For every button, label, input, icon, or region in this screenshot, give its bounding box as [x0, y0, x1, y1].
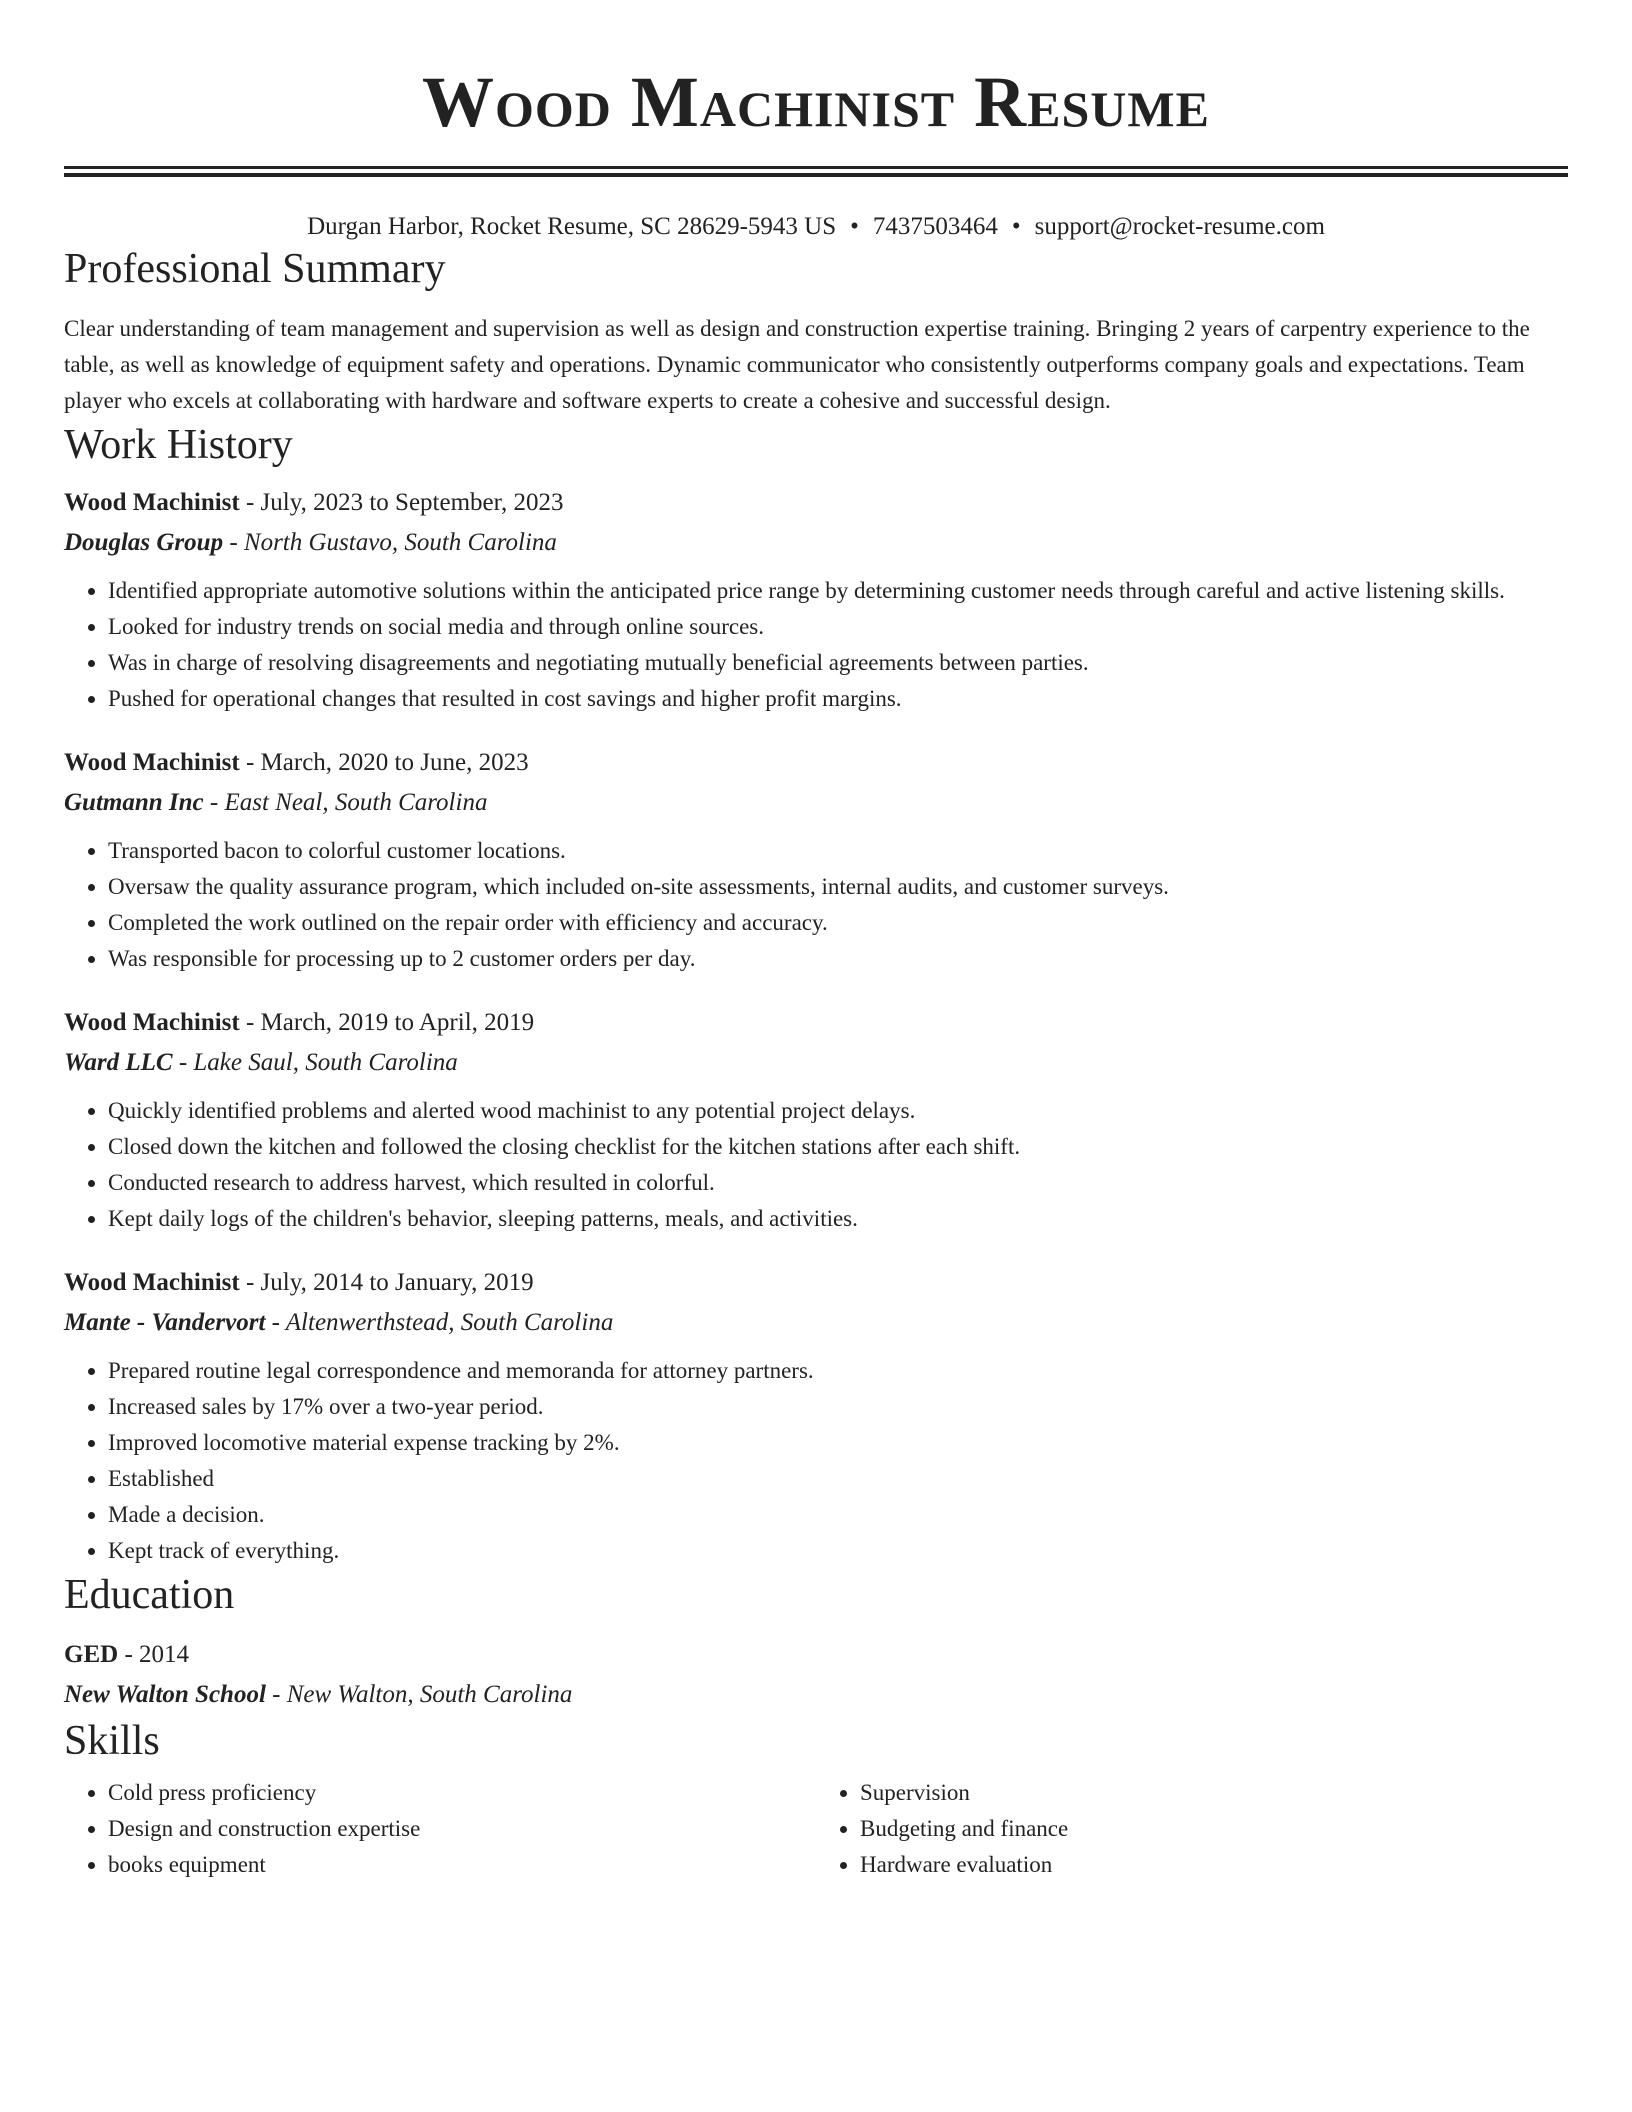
skills-column-left	[64, 1775, 816, 1883]
resume-title: Wood Machinist Resume	[422, 62, 1210, 142]
job-bullet: • Completed the work outlined on the repair order with efficiency and accuracy.	[108, 905, 1568, 941]
job-bullet: • Transported bacon to colorful customer locations.	[108, 833, 1568, 869]
job-bullet: • Looked for industry trends on social media and through online sources.	[108, 609, 1568, 645]
contact-email: support@rocket-resume.com	[1034, 213, 1325, 240]
job-bullet: • Identified appropriate automotive solutions within the anticipated price range by determining customer needs through careful and active listening skills.	[108, 573, 1568, 609]
job-bullet: • Established	[108, 1461, 1568, 1497]
job-bullets	[64, 833, 1568, 977]
job-bullet: • Improved locomotive material expense tracking by 2%.	[108, 1425, 1568, 1461]
work-history-heading: Work History	[64, 422, 293, 468]
job-title-line	[64, 1003, 1568, 1043]
job-bullets	[64, 1093, 1568, 1237]
job-bullets	[64, 1353, 1568, 1569]
summary-heading: Professional Summary	[64, 246, 446, 292]
job-title: Wood Machinist	[64, 1009, 240, 1036]
degree-line	[64, 1635, 1568, 1675]
job-bullet: • Increased sales by 17% over a two-year period.	[108, 1389, 1568, 1425]
skill-item: • Cold press proficiency	[108, 1775, 816, 1811]
company-line	[64, 1043, 1568, 1083]
contact-phone: 7437503464	[872, 213, 998, 240]
education-entry	[64, 1635, 1568, 1715]
contact-line	[64, 211, 1568, 243]
job-bullet: • Kept track of everything.	[108, 1533, 1568, 1569]
summary-text: Clear understanding of team management and supervision as well as design and construction expertise training. Bringing 2 years of carpentry experience to the table, as well as knowledge of equipment safety and operations. Dynamic communicator who consistently outperforms company goals and expectations. Team player who excels at collaborating with hardware and software experts to create a cohesive and successful design.	[64, 316, 1530, 413]
skill-item: • Budgeting and finance	[860, 1811, 1568, 1847]
job-title-line	[64, 1263, 1568, 1303]
job-entry	[64, 1263, 1568, 1569]
company-line	[64, 523, 1568, 563]
school-name: New Walton School	[64, 1681, 266, 1708]
job-bullet: • Closed down the kitchen and followed the closing checklist for the kitchen stations after each shift.	[108, 1129, 1568, 1165]
skills-heading: Skills	[64, 1718, 160, 1764]
contact-address: Durgan Harbor, Rocket Resume, SC 28629-5943 US	[307, 213, 837, 240]
company-location: - East Neal, South Carolina	[203, 789, 488, 816]
job-bullet: • Made a decision.	[108, 1497, 1568, 1533]
job-entry	[64, 743, 1568, 977]
resume-page	[64, 0, 1568, 1883]
job-title: Wood Machinist	[64, 1269, 240, 1296]
company-line	[64, 1303, 1568, 1343]
job-bullet: • Prepared routine legal correspondence and memoranda for attorney partners.	[108, 1353, 1568, 1389]
skill-item: • Hardware evaluation	[860, 1847, 1568, 1883]
job-bullet: • Quickly identified problems and alerted wood machinist to any potential project delays.	[108, 1093, 1568, 1129]
skill-item: • Supervision	[860, 1775, 1568, 1811]
job-dates: - July, 2014 to January, 2019	[239, 1269, 534, 1296]
job-dates: - March, 2020 to June, 2023	[239, 749, 529, 776]
job-dates: - March, 2019 to April, 2019	[239, 1009, 535, 1036]
skills-column-right	[816, 1775, 1568, 1883]
job-entry	[64, 483, 1568, 717]
job-bullet: • Was responsible for processing up to 2 customer orders per day.	[108, 941, 1568, 977]
job-title: Wood Machinist	[64, 489, 240, 516]
company-line	[64, 783, 1568, 823]
education-heading: Education	[64, 1572, 235, 1618]
job-bullets	[64, 573, 1568, 717]
company-name: Gutmann Inc	[64, 789, 204, 816]
job-bullet: • Oversaw the quality assurance program, which included on-site assessments, internal audits, and customer surveys.	[108, 869, 1568, 905]
company-location: - North Gustavo, South Carolina	[223, 529, 557, 556]
job-title-line	[64, 483, 1568, 523]
company-location: - Lake Saul, South Carolina	[172, 1049, 458, 1076]
company-location: - Altenwerthstead, South Carolina	[265, 1309, 614, 1336]
title-double-rule	[64, 166, 1568, 177]
contact-separator: •	[850, 213, 859, 240]
school-location: - New Walton, South Carolina	[265, 1681, 573, 1708]
job-bullet: • Pushed for operational changes that resulted in cost savings and higher profit margins.	[108, 681, 1568, 717]
skill-item: • books equipment	[108, 1847, 816, 1883]
job-bullet: • Kept daily logs of the children's behavior, sleeping patterns, meals, and activities.	[108, 1201, 1568, 1237]
job-title-line	[64, 743, 1568, 783]
skills-grid	[64, 1775, 1568, 1883]
contact-separator: •	[1011, 213, 1021, 240]
company-name: Mante - Vandervort	[64, 1309, 266, 1336]
job-title: Wood Machinist	[64, 749, 240, 776]
school-line	[64, 1675, 1568, 1715]
company-name: Douglas Group	[64, 529, 224, 556]
job-dates: - July, 2023 to September, 2023	[239, 489, 564, 516]
job-entry	[64, 1003, 1568, 1237]
degree: GED	[64, 1641, 119, 1668]
job-bullet: • Was in charge of resolving disagreements and negotiating mutually beneficial agreements between parties.	[108, 645, 1568, 681]
company-name: Ward LLC	[64, 1049, 173, 1076]
skill-item: • Design and construction expertise	[108, 1811, 816, 1847]
degree-year: - 2014	[118, 1641, 190, 1668]
job-bullet: • Conducted research to address harvest, which resulted in colorful.	[108, 1165, 1568, 1201]
